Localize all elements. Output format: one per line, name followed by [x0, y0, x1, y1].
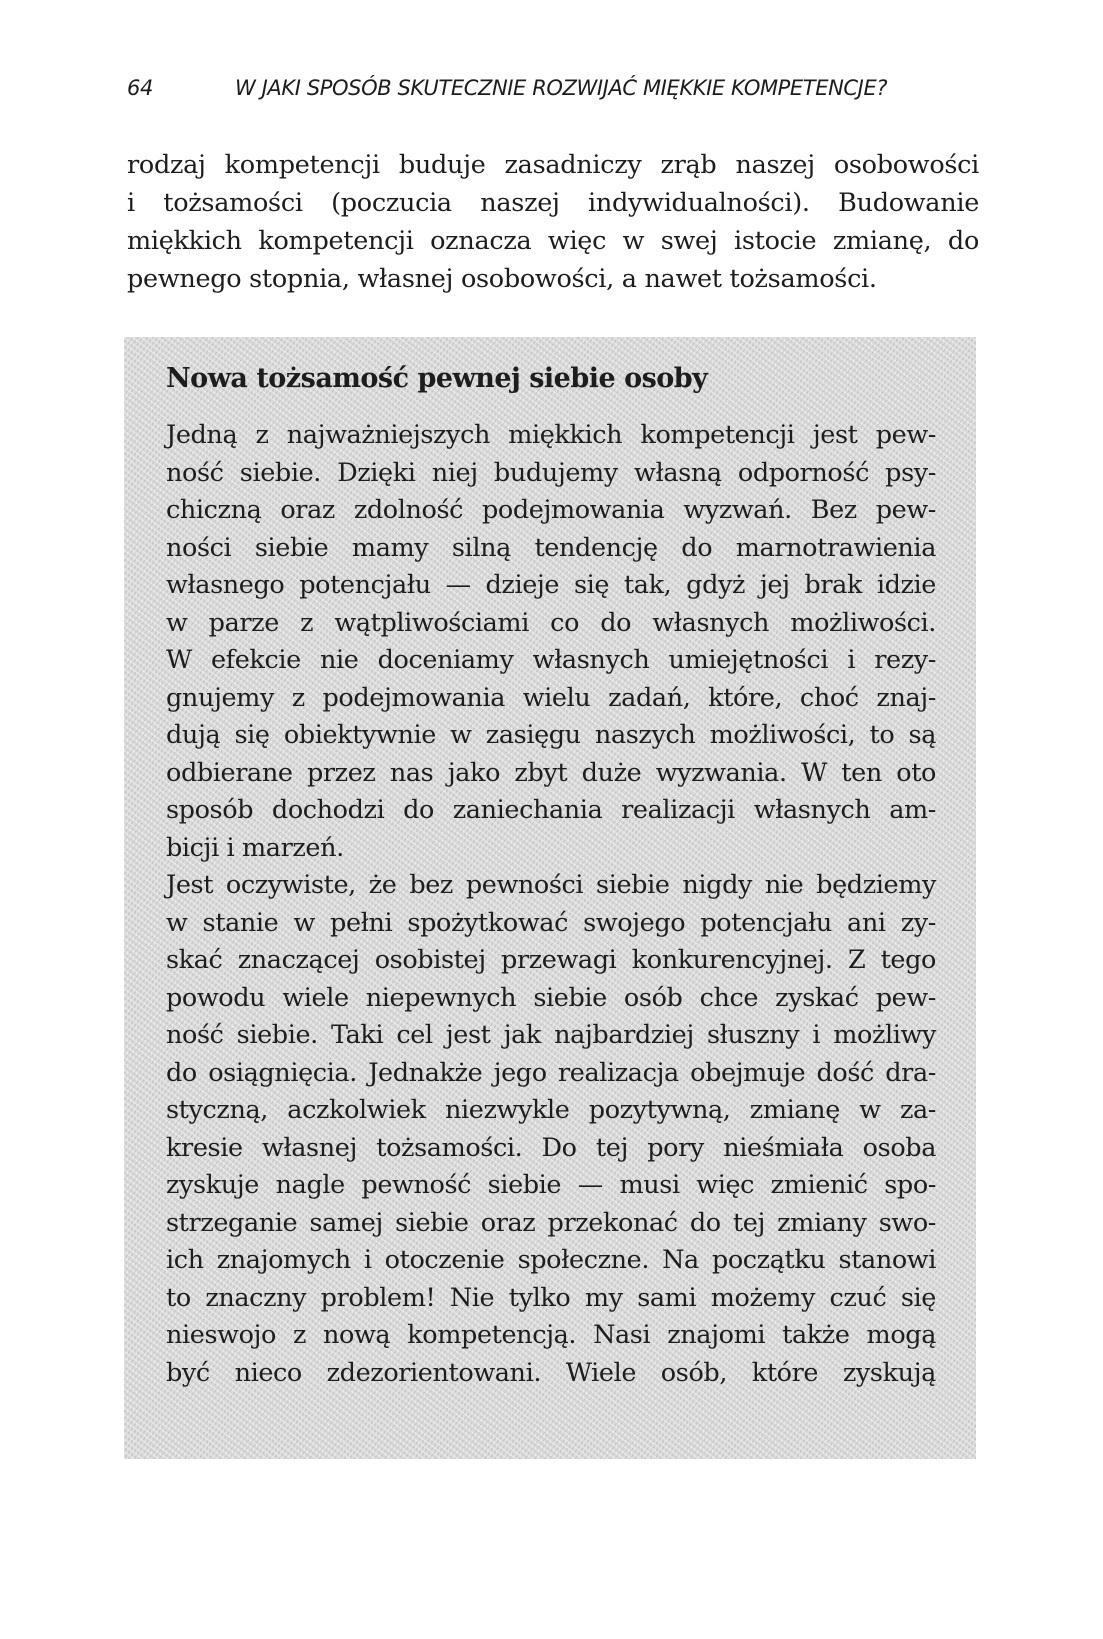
box-line: ność siebie. Taki cel jest jak najbardziej słuszny i możliwy: [166, 1020, 936, 1050]
box-line: w stanie w pełni spożytkować swojego potencjału ani zy-: [166, 907, 936, 938]
running-head: [0, 68, 1103, 108]
box-line: w parze z wątpliwościami co do własnych możliwości.: [166, 607, 936, 638]
box-line: odbierane przez nas jako zbyt duże wyzwania. W ten oto: [166, 757, 936, 788]
box-line: nieswojo z nową kompetencją. Nasi znajomi także mogą: [166, 1320, 936, 1350]
intro-line: miękkich kompetencji oznacza więc w swej istocie zmianę, do: [127, 226, 979, 256]
box-line: styczną, aczkolwiek niezwykle pozytywną, zmianę w za-: [166, 1095, 936, 1125]
box-line: skać znaczącej osobistej przewagi konkurencyjnej. Z tego: [166, 945, 936, 975]
box-line: strzeganie samej siebie oraz przekonać do tej zmiany swo-: [166, 1207, 936, 1238]
box-line: chiczną oraz zdolność podejmowania wyzwań. Bez pew-: [166, 495, 936, 525]
box-line: zyskuje nagle pewność siebie — musi więc zmienić spo-: [166, 1170, 936, 1200]
box-line: dują się obiektywnie w zasięgu naszych możliwości, to są: [166, 720, 936, 750]
box-line: kresie własnej tożsamości. Do tej pory nieśmiała osoba: [166, 1132, 936, 1163]
intro-line: rodzaj kompetencji buduje zasadniczy zrąb naszej osobowości: [127, 150, 979, 180]
box-body: [166, 417, 936, 1392]
box-line: Jedną z najważniejszych miękkich kompetencji jest pew-: [166, 420, 936, 450]
box-line: ich znajomych i otoczenie społeczne. Na początku stanowi: [166, 1245, 936, 1275]
box-line: W efekcie nie doceniamy własnych umiejętności i rezy-: [166, 645, 936, 675]
running-head-title: W JAKI SPOSÓB SKUTECZNIE ROZWIJAĆ MIĘKKIE KOMPETENCJE?: [235, 76, 888, 100]
box-line: bicji i marzeń.: [166, 832, 344, 863]
box-line: być nieco zdezorientowani. Wiele osób, które zyskują: [166, 1357, 936, 1388]
box-line: to znaczny problem! Nie tylko my sami możemy czuć się: [166, 1282, 936, 1313]
box-line: Jest oczywiste, że bez pewności siebie nigdy nie będziemy: [166, 870, 936, 900]
box-line: własnego potencjału — dzieje się tak, gdyż jej brak idzie: [166, 570, 936, 600]
intro-paragraph: [127, 146, 979, 298]
box-line: do osiągnięcia. Jednakże jego realizacja obejmuje dość dra-: [166, 1057, 936, 1088]
box-line: ności siebie mamy silną tendencję do marnotrawienia: [166, 532, 936, 563]
sidebar-box-content: [166, 357, 936, 1392]
box-line: gnujemy z podejmowania wielu zadań, które, choć znaj-: [166, 682, 936, 713]
intro-line: pewnego stopnia, własnej osobowości, a nawet tożsamości.: [127, 264, 877, 294]
box-line: powodu wiele niepewnych siebie osób chce zyskać pew-: [166, 982, 936, 1013]
box-heading: Nowa tożsamość pewnej siebie osoby: [166, 363, 708, 394]
page-number: 64: [127, 76, 153, 100]
sidebar-box: [124, 337, 976, 1459]
intro-line: i tożsamości (poczucia naszej indywidualności). Budowanie: [127, 188, 979, 218]
box-line: ność siebie. Dzięki niej budujemy własną odporność psy-: [166, 457, 936, 488]
box-line: sposób dochodzi do zaniechania realizacji własnych am-: [166, 795, 936, 825]
